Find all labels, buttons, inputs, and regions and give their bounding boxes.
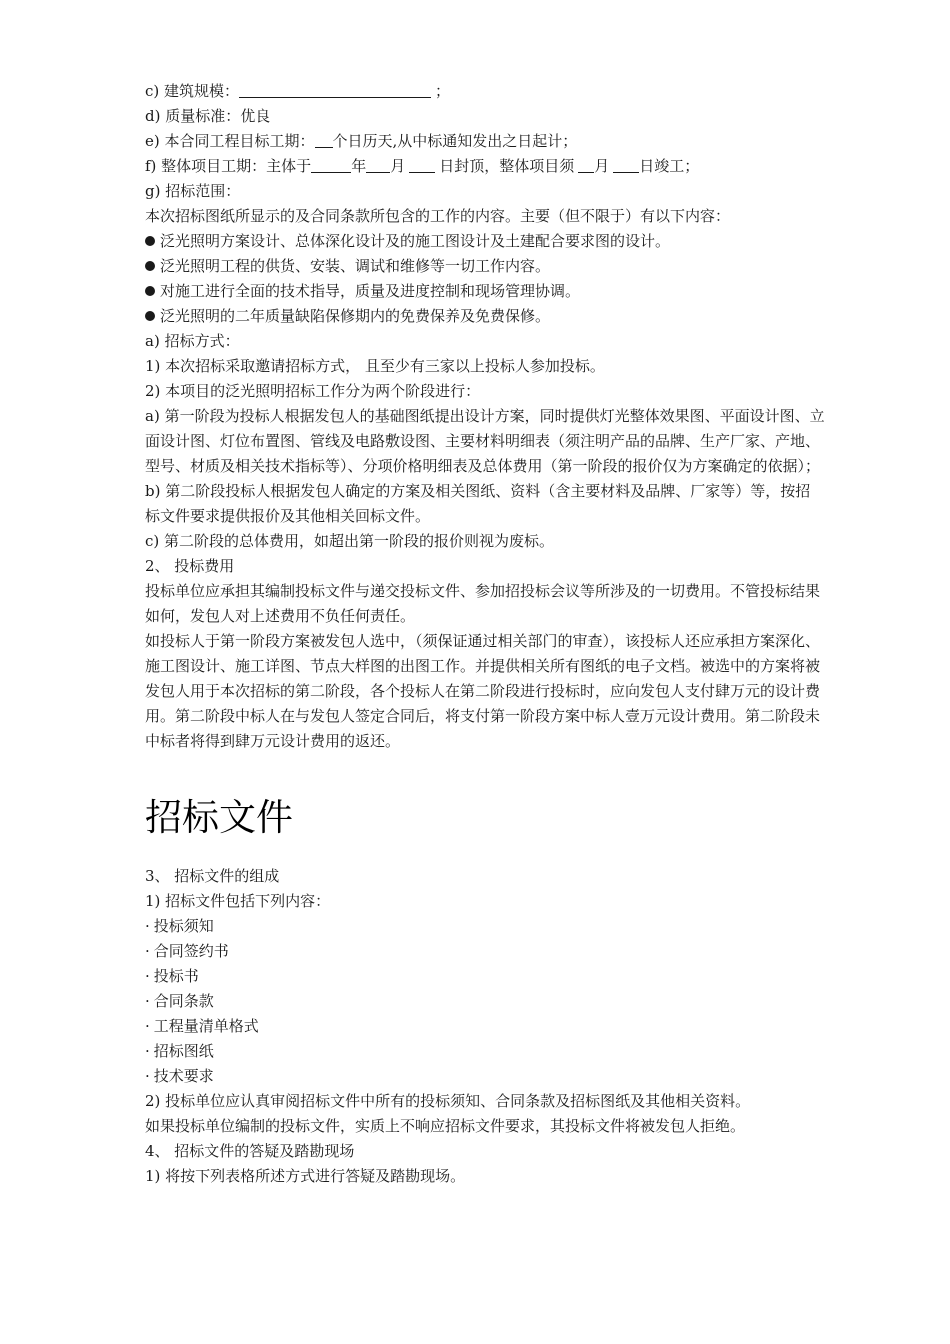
scope-bullet: 泛光照明方案设计、总体深化设计及的施工图设计及土建配合要求图的设计。	[145, 229, 825, 254]
scope-bullet: 对施工进行全面的技术指导，质量及进度控制和现场管理协调。	[145, 279, 825, 304]
bullet-icon	[145, 311, 155, 321]
bullet-icon	[145, 286, 155, 296]
duration-days-blank	[315, 130, 333, 148]
document-list-item: · 合同条款	[145, 992, 214, 1010]
stage-a-paragraph: a) 第一阶段为投标人根据发包人的基础图纸提出设计方案，同时提供灯光整体效果图、平面设计图、立面设计图、灯位布置图、管线及电路敷设图、主要材料明细表（须注明产品的品牌、生产厂家、产地、型号、材质及相关技术指标等）、分项价格明细表及总体费用（第一阶段的报价仅为方案确定的依据）；	[145, 407, 825, 475]
method-item-1: 1) 本次招标采取邀请招标方式， 且至少有三家以上投标人参加投标。	[145, 357, 605, 375]
scope-intro: 本次招标图纸所显示的及合同条款所包含的工作的内容。主要（但不限于）有以下内容：	[145, 207, 731, 225]
document-list-item: · 投标书	[145, 967, 199, 985]
bid-fee-heading: 2、 投标费用	[145, 557, 235, 575]
building-scale-line: c) 建筑规模： ；	[145, 82, 451, 100]
tender-method-heading: a) 招标方式：	[145, 332, 240, 350]
document-page	[145, 79, 825, 1189]
completion-month-blank	[578, 155, 594, 173]
stage-c-paragraph: c) 第二阶段的总体费用，如超出第一阶段的报价则视为废标。	[145, 532, 555, 550]
document-list-item: · 合同签约书	[145, 942, 229, 960]
overall-schedule-line: f) 整体项目工期：主体于 年 月 日封顶，整体项目须 月 日竣工；	[145, 157, 700, 175]
topping-day-blank	[409, 155, 435, 173]
bullet-icon	[145, 261, 155, 271]
topping-month-blank	[366, 155, 390, 173]
clarification-heading: 4、 招标文件的答疑及踏勘现场	[145, 1142, 355, 1160]
completion-day-blank	[613, 155, 639, 173]
scope-heading: g) 招标范围：	[145, 182, 241, 200]
review-paragraph-2: 如果投标单位编制的投标文件，实质上不响应招标文件要求，其投标文件将被发包人拒绝。	[145, 1117, 746, 1135]
bid-fee-paragraph-1: 投标单位应承担其编制投标文件与递交投标文件、参加招投标会议等所涉及的一切费用。不管投标结果如何，发包人对上述费用不负任何责任。	[145, 582, 821, 625]
topping-year-blank	[311, 155, 351, 173]
composition-heading: 3、 招标文件的组成	[145, 867, 280, 885]
bid-fee-paragraph-2: 如投标人于第一阶段方案被发包人选中，（须保证通过相关部门的审查），该投标人还应承担方案深化、施工图设计、施工详图、节点大样图的出图工作。并提供相关所有图纸的电子文档。被选中的方案将被发包人用于本次招标的第二阶段，各个投标人在第二阶段进行投标时，应向发包人支付肆万元的设计费用。第二阶段中标人在与发包人签定合同后，将支付第一阶段方案中标人壹万元设计费用。第二阶段未中标者将得到肆万元设计费用的返还。	[145, 632, 821, 750]
scope-bullet: 泛光照明工程的供货、安装、调试和维修等一切工作内容。	[145, 254, 825, 279]
bullet-icon	[145, 236, 155, 246]
target-duration-line: e) 本合同工程目标工期： 个日历天,从中标通知发出之日起计；	[145, 132, 578, 150]
scope-bullet: 泛光照明的二年质量缺陷保修期内的免费保养及免费保修。	[145, 304, 825, 329]
composition-intro: 1) 招标文件包括下列内容：	[145, 892, 331, 910]
document-list-item: · 招标图纸	[145, 1042, 214, 1060]
quality-standard-line: d) 质量标准：优良	[145, 107, 271, 125]
document-list-item: · 投标须知	[145, 917, 214, 935]
document-list-item: · 技术要求	[145, 1067, 214, 1085]
stage-b-paragraph: b) 第二阶段投标人根据发包人确定的方案及相关图纸、资料（含主要材料及品牌、厂家等）等，按招标文件要求提供报价及其他相关回标文件。	[145, 482, 811, 525]
method-item-2: 2) 本项目的泛光照明招标工作分为两个阶段进行：	[145, 382, 481, 400]
review-paragraph-1: 2) 投标单位应认真审阅招标文件中所有的投标须知、合同条款及招标图纸及其他相关资料。	[145, 1092, 751, 1110]
section-heading: 招标文件	[145, 796, 293, 839]
document-list-item: · 工程量清单格式	[145, 1017, 259, 1035]
clarification-item-1: 1) 将按下列表格所述方式进行答疑及踏勘现场。	[145, 1167, 466, 1185]
building-scale-blank	[239, 80, 431, 98]
